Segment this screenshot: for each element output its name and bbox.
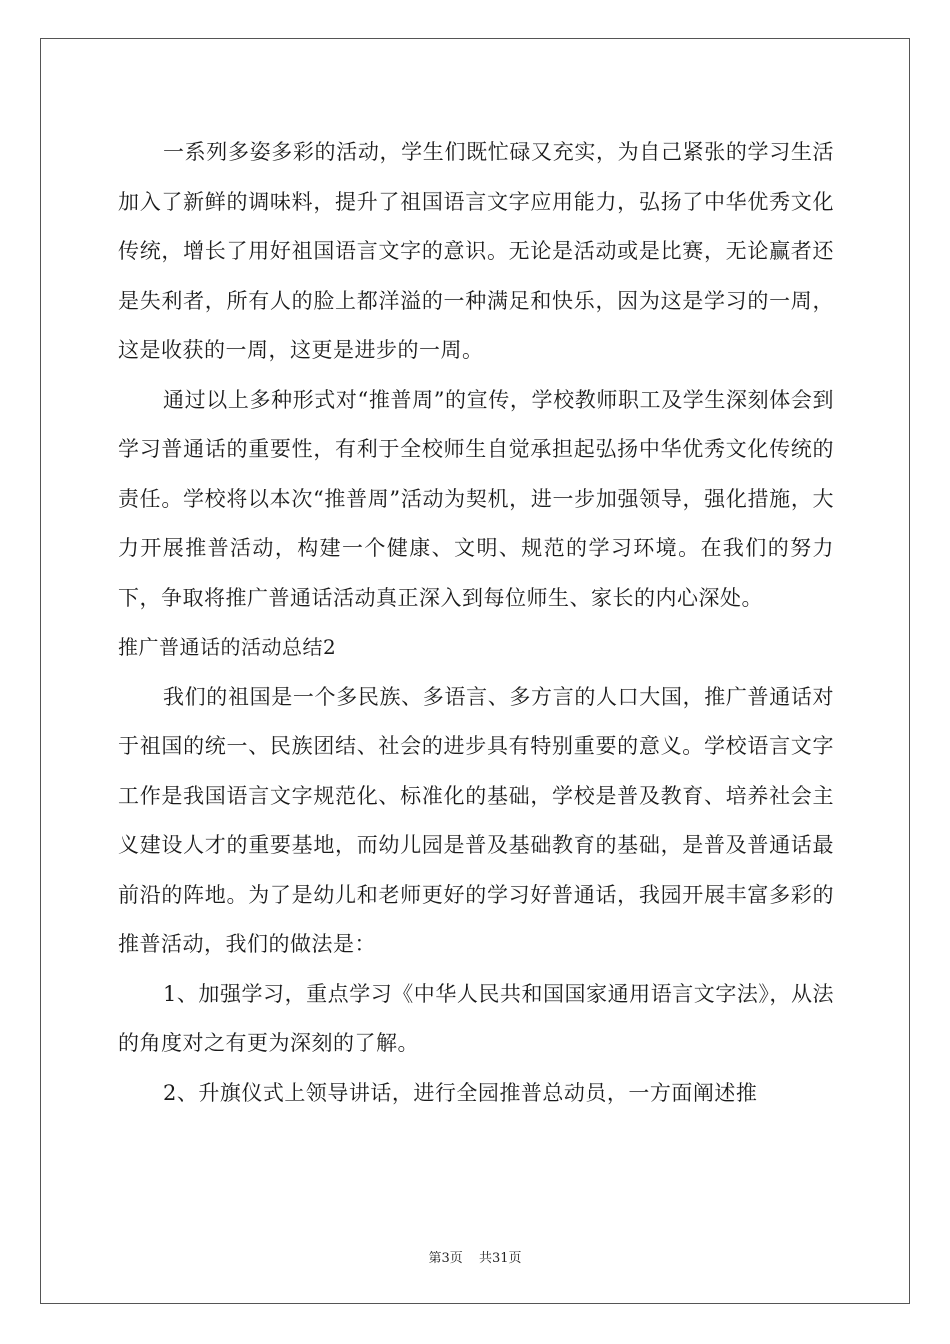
page-footer [0, 1247, 950, 1266]
paragraph-item-2: 2、升旗仪式上领导讲话，进行全园推普总动员，一方面阐述推 [163, 1080, 758, 1105]
paragraph-activities-summary: 一系列多姿多彩的活动，学生们既忙碌又充实，为自己紧张的学习生活加入了新鲜的调味料，提升了祖国语言文字应用能力，弘扬了中华优秀文化传统，增长了用好祖国语言文字的意识。无论是活动或是比赛，无论赢者还是失利者，所有人的脸上都洋溢的一种满足和快乐，因为这是学习的一周，这是收获的一周，这更是进步的一周。 [118, 140, 834, 362]
paragraph-item-1: 1、加强学习，重点学习《中华人民共和国国家通用语言文字法》，从法的角度对之有更为深刻的了解。 [118, 981, 834, 1055]
page-number: 第3页 [428, 1251, 463, 1266]
paragraph-publicity-results: 通过以上多种形式对“推普周”的宣传，学校教师职工及学生深刻体会到学习普通话的重要性，有利于全校师生自觉承担起弘扬中华优秀文化传统的责任。学校将以本次“推普周”活动为契机，进一步加强领导，强化措施，大力开展推普活动，构建一个健康、文明、规范的学习环境。在我们的努力下，争取将推广普通话活动真正深入到每位师生、家长的内心深处。 [118, 387, 834, 610]
page-total: 共31页 [478, 1251, 522, 1266]
section-heading: 推广普通话的活动总结2 [118, 635, 337, 659]
document-body [118, 128, 834, 1118]
paragraph-importance: 我们的祖国是一个多民族、多语言、多方言的人口大国，推广普通话对于祖国的统一、民族团结、社会的进步具有特别重要的意义。学校语言文字工作是我国语言文字规范化、标准化的基础，学校是普及教育、培养社会主义建设人才的重要基地，而幼儿园是普及基础教育的基础，是普及普通话最前沿的阵地。为了是幼儿和老师更好的学习好普通话，我园开展丰富多彩的推普活动，我们的做法是： [118, 684, 834, 956]
